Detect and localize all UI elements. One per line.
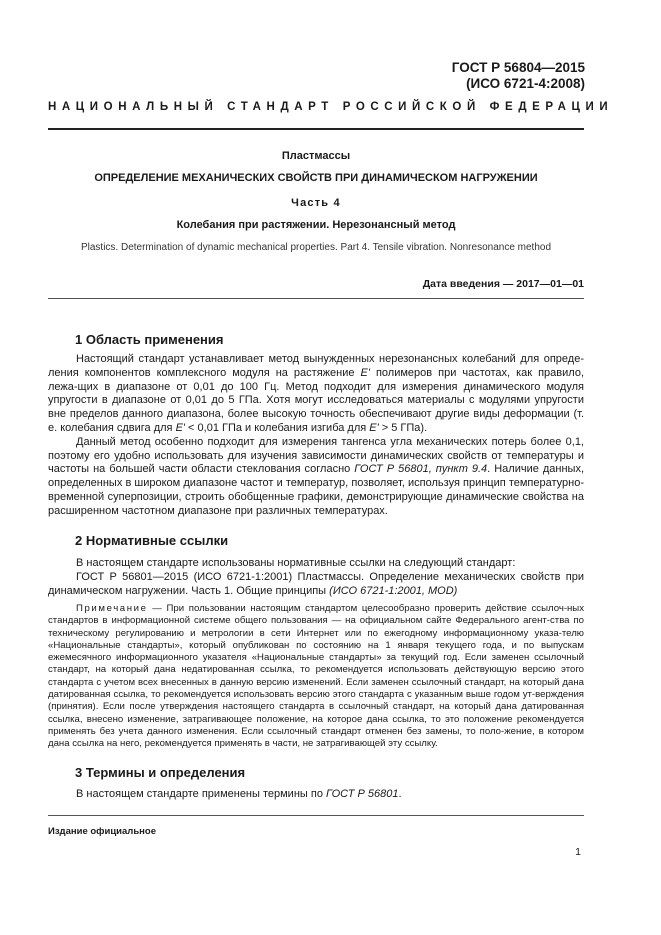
reference-link: ГОСТ Р 56801, пункт 9.4 — [354, 463, 488, 476]
section-1-body — [48, 353, 584, 519]
section-3-heading: 3 Термины и определения — [75, 765, 246, 780]
section-1-heading: 1 Область применения — [75, 332, 224, 347]
section-3-paragraph-1: В настоящем стандарте применены термины по ГОСТ Р 56801. — [76, 788, 402, 800]
document-part: Часть 4 — [291, 197, 341, 209]
page-number: 1 — [575, 846, 581, 858]
reference-link: (ИСО 6721-1:2001, MOD) — [329, 584, 458, 597]
section-2-paragraph-2: ГОСТ Р 56801—2015 (ИСО 6721-1:2001) Пластмассы. Определение механических свойств при динамическом нагружении. Часть 1. Общие принципы (ИСО 6721-1:2001, MOD) — [48, 570, 584, 597]
note-label: Примечание — [76, 603, 148, 614]
standard-designation — [452, 60, 585, 92]
note-text: — При пользовании настоящим стандартом целесообразно проверить действие ссылоч-ных стандартов в информационной системе общего пользования — на официальном сайте Федерального агент-ства по техническому регулированию и метрологии в сети Интернет или по ежегодному информационному указа-телю «Национальные стандарты», который опубликован по состоянию на 1 января текущего года, и по выпускам ежемесячного информационного указателя «Национальные стандарты» за текущий год. Если заменен ссылочный стандарт, на который дана недатированная ссылка, то рекомендуется использовать действующую версию этого стандарта с учетом всех внесенных в данную версию изменений. Если заменен ссылочный стандарт, на который дана датированная ссылка, то рекомендуется использовать версию этого стандарта с указанным выше годом ут-верждения (принятия). Если после утверждения настоящего стандарта в ссылочный стандарт, на который дана датированная ссылка, внесено изменение, затрагивающее положение, на которое дана ссылка, то это положение рекомендуется применять без учета данного изменения. Если ссылочный стандарт отменен без замены, то поло-жение, в котором дана ссылка на него, рекомендуется применять в части, не затрагивающей эту ссылку. — [48, 603, 584, 750]
footer-divider — [48, 815, 584, 816]
standard-code: ГОСТ Р 56804—2015 — [451, 60, 585, 75]
part-title: Колебания при растяжении. Нерезонансный метод — [176, 219, 456, 231]
section-1-paragraph-2: Данный метод особенно подходит для измерения тангенса угла механических потерь более 0,1, поэтому его удобно использовать для изучения зависимости динамических свойств от температуры и частоты на большей части области стеклования согласно ГОСТ Р 56801, пункт 9.4. Наличие данных, определенных в широком диапазоне частот и температур, позволяет, используя принцип температурно-временной суперпозиции, строить обобщенные графики, демонстрирующие динамические свойства на расширенном частотном диапазоне при различных температурах. — [48, 435, 585, 517]
iso-code: (ИСО 6721-4:2008) — [466, 76, 585, 91]
national-standard-title: НАЦИОНАЛЬНЫЙ СТАНДАРТ РОССИЙСКОЙ ФЕДЕРАЦИИ — [48, 101, 614, 113]
document-title: ОПРЕДЕЛЕНИЕ МЕХАНИЧЕСКИХ СВОЙСТВ ПРИ ДИНАМИЧЕСКОМ НАГРУЖЕНИИ — [94, 172, 538, 184]
document-subject: Пластмассы — [281, 150, 351, 162]
section-1-paragraph-1: Настоящий стандарт устанавливает метод вынужденных нерезонансных колебаний для опреде-ления компонентов комплексного модуля на растяжение E' полимеров при частотах, как правило, лежа-щих в диапазоне от 0,01 до 100 Гц. Метод подходит для измерения динамического модуля упругости в диапазоне от 0,01 до 5 ГПа. Хотя могут исследоваться материалы с модулями упругости вне пределов данного диапазона, более высокую точность обеспечивают другие виды деформации (т. е. колебания сдвига для E' < 0,01 ГПа и колебания изгиба для E' > 5 ГПа). — [48, 353, 585, 434]
note — [48, 603, 584, 751]
section-2-heading: 2 Нормативные ссылки — [75, 533, 229, 548]
header-divider — [48, 128, 584, 130]
introduction-date: Дата введения — 2017—01—01 — [422, 278, 584, 290]
official-edition-label: Издание официальное — [48, 826, 156, 837]
english-title: Plastics. Determination of dynamic mechanical properties. Part 4. Tensile vibration. Nonresonance method — [80, 242, 552, 253]
title-divider — [48, 298, 584, 299]
reference-link: ГОСТ Р 56801 — [326, 788, 399, 800]
section-2-paragraph-1: В настоящем стандарте использованы нормативные ссылки на следующий стандарт: — [76, 557, 516, 569]
section-2-body — [48, 557, 584, 598]
section-3-body — [48, 788, 584, 802]
